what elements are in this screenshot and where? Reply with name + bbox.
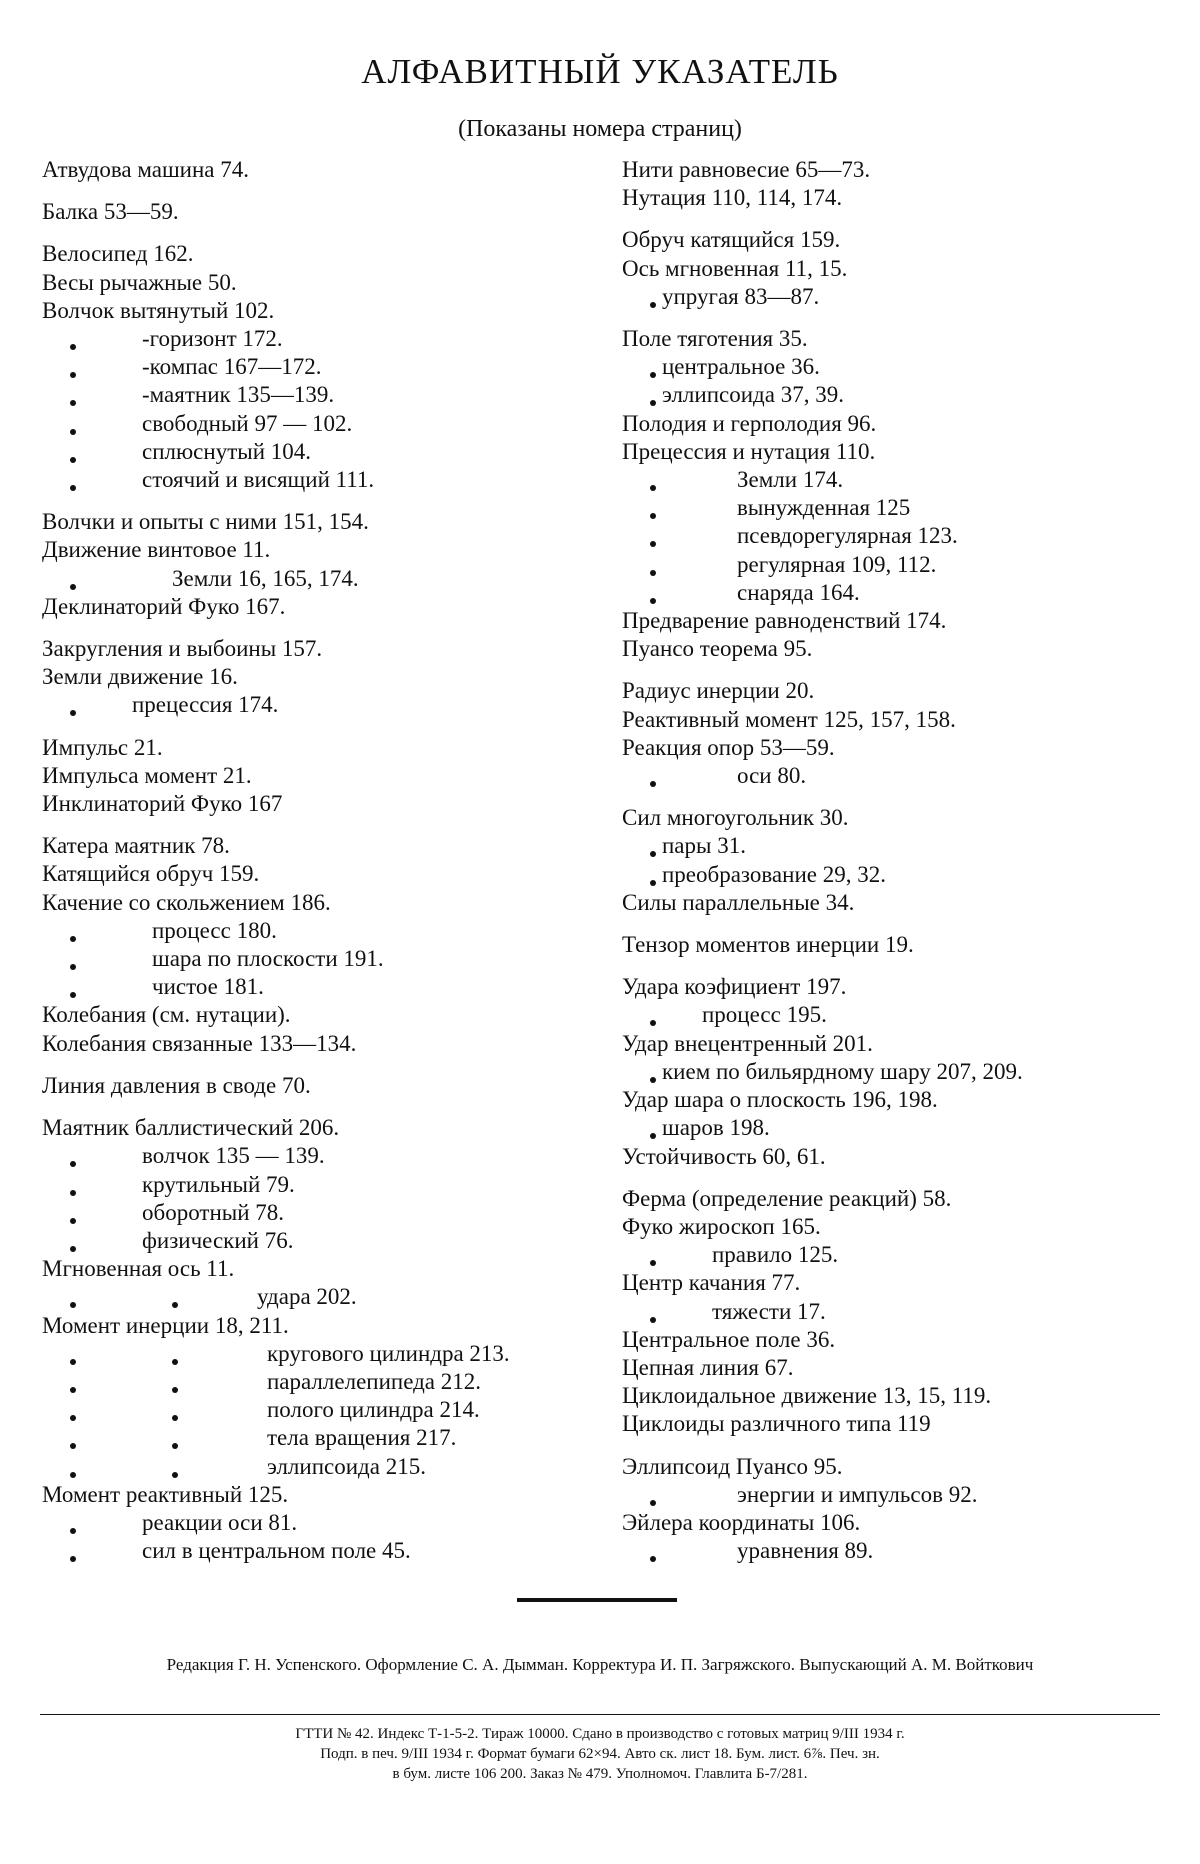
- ditto-dot-icon: [70, 485, 76, 491]
- index-entry: [622, 579, 1182, 607]
- ditto-dot-icon: [70, 1246, 76, 1252]
- ditto-dot-icon: [650, 1260, 656, 1266]
- index-entry-text: Закругления и выбоины 157.: [42, 636, 323, 662]
- index-entry-text: чистое 181.: [152, 974, 264, 1000]
- index-entry-text: Весы рычажные 50.: [42, 269, 237, 295]
- index-entry-text: стоячий и висящий 111.: [142, 467, 375, 493]
- ditto-dot-icon: [70, 1302, 76, 1308]
- index-entry: [622, 889, 1182, 917]
- index-entry-text: Тензор моментов инерции 19.: [622, 932, 914, 958]
- index-entry-text: -компас 167—172.: [142, 354, 322, 380]
- index-entry-text: эллипсоида 37, 39.: [662, 382, 844, 408]
- index-entry-text: кием по бильярдному шару 207, 209.: [662, 1058, 1023, 1084]
- ditto-dot-icon: [650, 302, 656, 308]
- index-column-left: [42, 156, 602, 1565]
- index-entry: [42, 1072, 602, 1100]
- index-entry-text: Колебания связанные 133—134.: [42, 1030, 357, 1056]
- ditto-dot-icon: [650, 541, 656, 547]
- index-entry-text: Импульса момент 21.: [42, 762, 252, 788]
- index-entry: [42, 917, 602, 945]
- index-entry-text: свободный 97 — 102.: [142, 410, 353, 436]
- index-entry: [622, 1453, 1182, 1481]
- index-entry: [42, 790, 602, 818]
- ditto-dot-icon: [650, 1317, 656, 1323]
- index-entry: [42, 381, 602, 409]
- ditto-dot-icon: [70, 992, 76, 998]
- ditto-dot-icon: [650, 1556, 656, 1562]
- index-entry-text: Полодия и герполодия 96.: [622, 410, 877, 436]
- index-entry: [622, 1001, 1182, 1029]
- index-entry-text: сил в центральном поле 45.: [142, 1538, 411, 1564]
- index-entry-text: Предварение равноденствий 174.: [622, 608, 947, 634]
- index-entry: [622, 973, 1182, 1001]
- index-entry-text: Линия давления в своде 70.: [42, 1072, 311, 1098]
- index-entry-text: Центральное поле 36.: [622, 1326, 836, 1352]
- index-entry: [42, 1481, 602, 1509]
- index-entry-text: Радиус инерции 20.: [622, 678, 815, 704]
- index-entry-text: Балка 53—59.: [42, 199, 179, 225]
- index-entry-text: Пуансо теорема 95.: [622, 636, 813, 662]
- ditto-dot-icon: [650, 485, 656, 491]
- ditto-dot-icon: [70, 1359, 76, 1365]
- index-entry-text: процесс 195.: [702, 1002, 827, 1028]
- index-entry-text: Земли 174.: [737, 467, 844, 493]
- index-entry-text: Земли движение 16.: [42, 664, 238, 690]
- index-entry-text: оборотный 78.: [142, 1199, 285, 1225]
- index-entry-text: реакции оси 81.: [142, 1509, 298, 1535]
- index-entry-text: Импульс 21.: [42, 734, 163, 760]
- ditto-dot-icon: [70, 457, 76, 463]
- index-entry-text: тела вращения 217.: [267, 1425, 457, 1451]
- index-entry: [622, 677, 1182, 705]
- index-entry: [622, 1213, 1182, 1241]
- index-entry: [622, 325, 1182, 353]
- index-entry: [42, 565, 602, 593]
- ditto-dot-icon: [70, 344, 76, 350]
- index-entry: [622, 1354, 1182, 1382]
- index-entry: [42, 1227, 602, 1255]
- index-entry: [42, 1142, 602, 1170]
- ditto-dot-icon: [172, 1359, 178, 1365]
- index-entry: [622, 255, 1182, 283]
- index-entry-text: пары 31.: [662, 833, 746, 859]
- index-entry-text: полого цилиндра 214.: [267, 1397, 480, 1423]
- index-entry: [622, 1298, 1182, 1326]
- index-entry: [622, 1382, 1182, 1410]
- index-entry: [42, 1396, 602, 1424]
- imprint-block: [40, 1724, 1160, 1784]
- index-entry-text: крутильный 79.: [142, 1171, 295, 1197]
- index-entry: [42, 156, 602, 184]
- index-entry-text: оси 80.: [737, 763, 807, 789]
- index-column-right: [622, 156, 1182, 1565]
- index-entry-text: снаряда 164.: [737, 579, 860, 605]
- index-entry-text: физический 76.: [142, 1227, 294, 1253]
- index-entry-text: уравнения 89.: [737, 1538, 874, 1564]
- index-entry: [42, 1283, 602, 1311]
- index-entry: [42, 297, 602, 325]
- index-entry-text: Устойчивость 60, 61.: [622, 1143, 826, 1169]
- index-entry: [622, 1185, 1182, 1213]
- index-entry-text: Качение со скольжением 186.: [42, 889, 331, 915]
- index-entry: [622, 438, 1182, 466]
- ditto-dot-icon: [650, 1500, 656, 1506]
- index-entry-text: Движение винтовое 11.: [42, 537, 271, 563]
- index-entry: [622, 156, 1182, 184]
- index-entry: [42, 438, 602, 466]
- index-entry: [622, 522, 1182, 550]
- index-entry: [622, 1058, 1182, 1086]
- index-entry: [622, 1509, 1182, 1537]
- index-entry-text: упругая 83—87.: [662, 283, 820, 309]
- index-entry: [42, 1199, 602, 1227]
- index-entry-text: Циклоиды различного типа 119: [622, 1411, 931, 1437]
- index-entry: [42, 1030, 602, 1058]
- index-entry: [42, 973, 602, 1001]
- index-entry-text: шаров 198.: [662, 1115, 770, 1141]
- index-entry-text: Нутация 110, 114, 174.: [622, 185, 843, 211]
- index-entry: [42, 269, 602, 297]
- index-entry-text: энергии и импульсов 92.: [737, 1481, 978, 1507]
- index-entry: [622, 931, 1182, 959]
- index-entry: [42, 1340, 602, 1368]
- index-entry: [622, 861, 1182, 889]
- index-entry-text: удара 202.: [257, 1284, 357, 1310]
- index-entry-text: Волчки и опыты с ними 151, 154.: [42, 509, 369, 535]
- index-entry: [42, 353, 602, 381]
- index-entry: [622, 226, 1182, 254]
- ditto-dot-icon: [172, 1387, 178, 1393]
- index-entry-text: Мгновенная ось 11.: [42, 1256, 235, 1282]
- index-entry: [622, 466, 1182, 494]
- section-divider: [517, 1598, 677, 1602]
- ditto-dot-icon: [70, 1472, 76, 1478]
- index-entry-text: Силы параллельные 34.: [622, 889, 855, 915]
- index-entry: [42, 240, 602, 268]
- index-entry-text: Ферма (определение реакций) 58.: [622, 1185, 952, 1211]
- index-entry: [622, 734, 1182, 762]
- index-entry-text: тяжести 17.: [712, 1298, 826, 1324]
- ditto-dot-icon: [172, 1302, 178, 1308]
- ditto-dot-icon: [70, 400, 76, 406]
- index-entry-text: Катящийся обруч 159.: [42, 861, 260, 887]
- index-entry: [622, 283, 1182, 311]
- ditto-dot-icon: [70, 1161, 76, 1167]
- index-entry-text: -маятник 135—139.: [142, 382, 335, 408]
- index-entry: [622, 706, 1182, 734]
- ditto-dot-icon: [70, 429, 76, 435]
- index-entry-text: вынужденная 125: [737, 495, 911, 521]
- imprint-line: ГТТИ № 42. Индекс Т-1-5-2. Тираж 10000. Сдано в производство с готовых матриц 9/III 1934 г.: [295, 1726, 905, 1742]
- index-entry: [42, 1424, 602, 1452]
- index-entry: [42, 691, 602, 719]
- index-entry: [42, 762, 602, 790]
- index-entry-text: Прецессия и нутация 110.: [622, 438, 876, 464]
- index-entry: [42, 860, 602, 888]
- index-entry: [42, 1453, 602, 1481]
- index-entry-text: Нити равновесие 65—73.: [622, 157, 871, 182]
- index-entry: [42, 1537, 602, 1565]
- index-entry-text: преобразование 29, 32.: [662, 861, 886, 887]
- index-entry-text: Центр качания 77.: [622, 1270, 801, 1296]
- index-entry: [42, 410, 602, 438]
- index-entry-text: шара по плоскости 191.: [152, 946, 384, 972]
- index-entry: [622, 410, 1182, 438]
- ditto-dot-icon: [172, 1472, 178, 1478]
- index-entry: [42, 198, 602, 226]
- index-entry: [622, 1143, 1182, 1171]
- index-entry: [622, 1537, 1182, 1565]
- imprint-line: Подп. в печ. 9/III 1934 г. Формат бумаги 62×94. Авто ск. лист 18. Бум. лист. 6⅞. Печ. зн.: [320, 1746, 880, 1762]
- index-entry-text: Циклоидальное движение 13, 15, 119.: [622, 1383, 992, 1409]
- index-entry-text: Момент реактивный 125.: [42, 1481, 289, 1507]
- index-entry: [622, 762, 1182, 790]
- ditto-dot-icon: [650, 372, 656, 378]
- index-entry-text: Реактивный момент 125, 157, 158.: [622, 706, 956, 732]
- ditto-dot-icon: [70, 964, 76, 970]
- index-entry-text: Эйлера координаты 106.: [622, 1509, 861, 1535]
- index-entry: [622, 494, 1182, 522]
- index-entry-text: Деклинаторий Фуко 167.: [42, 593, 286, 619]
- index-entry-text: Удар внецентренный 201.: [622, 1030, 873, 1056]
- ditto-dot-icon: [70, 936, 76, 942]
- index-entry: [42, 945, 602, 973]
- index-entry-text: Инклинаторий Фуко 167: [42, 791, 283, 817]
- index-entry-text: Атвудова машина 74.: [42, 157, 249, 182]
- index-entry-text: Фуко жироскоп 165.: [622, 1213, 821, 1239]
- index-entry-text: Обруч катящийся 159.: [622, 227, 841, 253]
- index-entry-text: эллипсоида 215.: [267, 1453, 426, 1479]
- index-entry: [42, 889, 602, 917]
- ditto-dot-icon: [650, 781, 656, 787]
- ditto-dot-icon: [172, 1415, 178, 1421]
- ditto-dot-icon: [70, 584, 76, 590]
- index-entry: [42, 1001, 602, 1029]
- ditto-dot-icon: [650, 570, 656, 576]
- index-entry: [622, 635, 1182, 663]
- index-entry-text: правило 125.: [712, 1242, 839, 1268]
- index-entry: [42, 508, 602, 536]
- ditto-dot-icon: [650, 513, 656, 519]
- index-entry-text: Поле тяготения 35.: [622, 326, 808, 352]
- ditto-dot-icon: [650, 400, 656, 406]
- index-entry: [42, 1255, 602, 1283]
- index-entry: [622, 832, 1182, 860]
- index-entry-text: Волчок вытянутый 102.: [42, 297, 275, 323]
- index-entry: [622, 1114, 1182, 1142]
- index-entry-text: процесс 180.: [152, 917, 277, 943]
- index-entry: [42, 593, 602, 621]
- index-entry-text: -горизонт 172.: [142, 326, 283, 352]
- index-entry-text: сплюснутый 104.: [142, 438, 312, 464]
- index-entry-text: Момент инерции 18, 211.: [42, 1312, 289, 1338]
- ditto-dot-icon: [70, 710, 76, 716]
- ditto-dot-icon: [70, 1443, 76, 1449]
- index-entry-text: центральное 36.: [662, 354, 820, 380]
- ditto-dot-icon: [70, 372, 76, 378]
- index-entry: [622, 1326, 1182, 1354]
- index-entry-text: параллелепипеда 212.: [267, 1368, 482, 1394]
- index-entry-text: прецессия 174.: [132, 692, 279, 718]
- ditto-dot-icon: [650, 1133, 656, 1139]
- ditto-dot-icon: [70, 1528, 76, 1534]
- index-entry: [622, 1481, 1182, 1509]
- index-entry: [622, 184, 1182, 212]
- index-entry: [622, 1086, 1182, 1114]
- index-entry-text: псевдорегулярная 123.: [737, 523, 958, 549]
- index-entry-text: Удар шара о плоскость 196, 198.: [622, 1087, 938, 1113]
- index-entry-text: Маятник баллистический 206.: [42, 1115, 340, 1141]
- imprint-rule: [40, 1714, 1160, 1715]
- editorial-credits: Редакция Г. Н. Успенского. Оформление С. А. Дымман. Корректура И. П. Загряжского. Выпускающий А. М. Войткович: [166, 1655, 1034, 1674]
- index-entry: [42, 466, 602, 494]
- ditto-dot-icon: [70, 1190, 76, 1196]
- ditto-dot-icon: [650, 598, 656, 604]
- index-entry: [622, 1269, 1182, 1297]
- index-entry: [622, 804, 1182, 832]
- imprint-line: в бум. листе 106 200. Заказ № 479. Уполномоч. Главлита Б-7/281.: [392, 1766, 808, 1782]
- index-entry-text: волчок 135 — 139.: [142, 1143, 325, 1169]
- index-entry: [622, 551, 1182, 579]
- index-entry: [42, 1114, 602, 1142]
- index-entry: [42, 1171, 602, 1199]
- index-entry: [42, 325, 602, 353]
- index-entry-text: Удара коэфициент 197.: [622, 974, 847, 1000]
- ditto-dot-icon: [650, 851, 656, 857]
- index-entry-text: кругового цилиндра 213.: [267, 1340, 510, 1366]
- index-entry: [42, 1312, 602, 1340]
- index-entry-text: Эллипсоид Пуансо 95.: [622, 1453, 843, 1479]
- index-entry: [42, 536, 602, 564]
- index-entry: [622, 1030, 1182, 1058]
- index-entry: [622, 607, 1182, 635]
- index-entry-text: Сил многоугольник 30.: [622, 805, 849, 831]
- ditto-dot-icon: [650, 1077, 656, 1083]
- index-entry-text: Цепная линия 67.: [622, 1354, 794, 1380]
- index-entry: [42, 663, 602, 691]
- page-title: АЛФАВИТНЫЙ УКАЗАТЕЛЬ: [361, 52, 839, 91]
- index-entry-text: регулярная 109, 112.: [737, 551, 937, 577]
- page-subtitle: (Показаны номера страниц): [458, 116, 742, 142]
- ditto-dot-icon: [70, 1218, 76, 1224]
- index-entry: [42, 635, 602, 663]
- index-entry-text: Реакция опор 53—59.: [622, 734, 835, 760]
- index-entry-text: Велосипед 162.: [42, 241, 194, 267]
- index-entry-text: Земли 16, 165, 174.: [172, 565, 359, 591]
- index-entry-text: Катера маятник 78.: [42, 833, 230, 859]
- ditto-dot-icon: [650, 880, 656, 886]
- ditto-dot-icon: [650, 1020, 656, 1026]
- index-entry: [42, 734, 602, 762]
- index-entry: [622, 1241, 1182, 1269]
- ditto-dot-icon: [70, 1387, 76, 1393]
- index-entry-text: Колебания (см. нутации).: [42, 1002, 291, 1028]
- index-entry: [42, 1509, 602, 1537]
- index-entry: [42, 1368, 602, 1396]
- index-entry-text: Ось мгновенная 11, 15.: [622, 255, 848, 281]
- ditto-dot-icon: [70, 1415, 76, 1421]
- index-entry: [622, 353, 1182, 381]
- index-entry: [622, 1410, 1182, 1438]
- ditto-dot-icon: [70, 1556, 76, 1562]
- index-entry: [42, 832, 602, 860]
- ditto-dot-icon: [172, 1443, 178, 1449]
- index-entry: [622, 381, 1182, 409]
